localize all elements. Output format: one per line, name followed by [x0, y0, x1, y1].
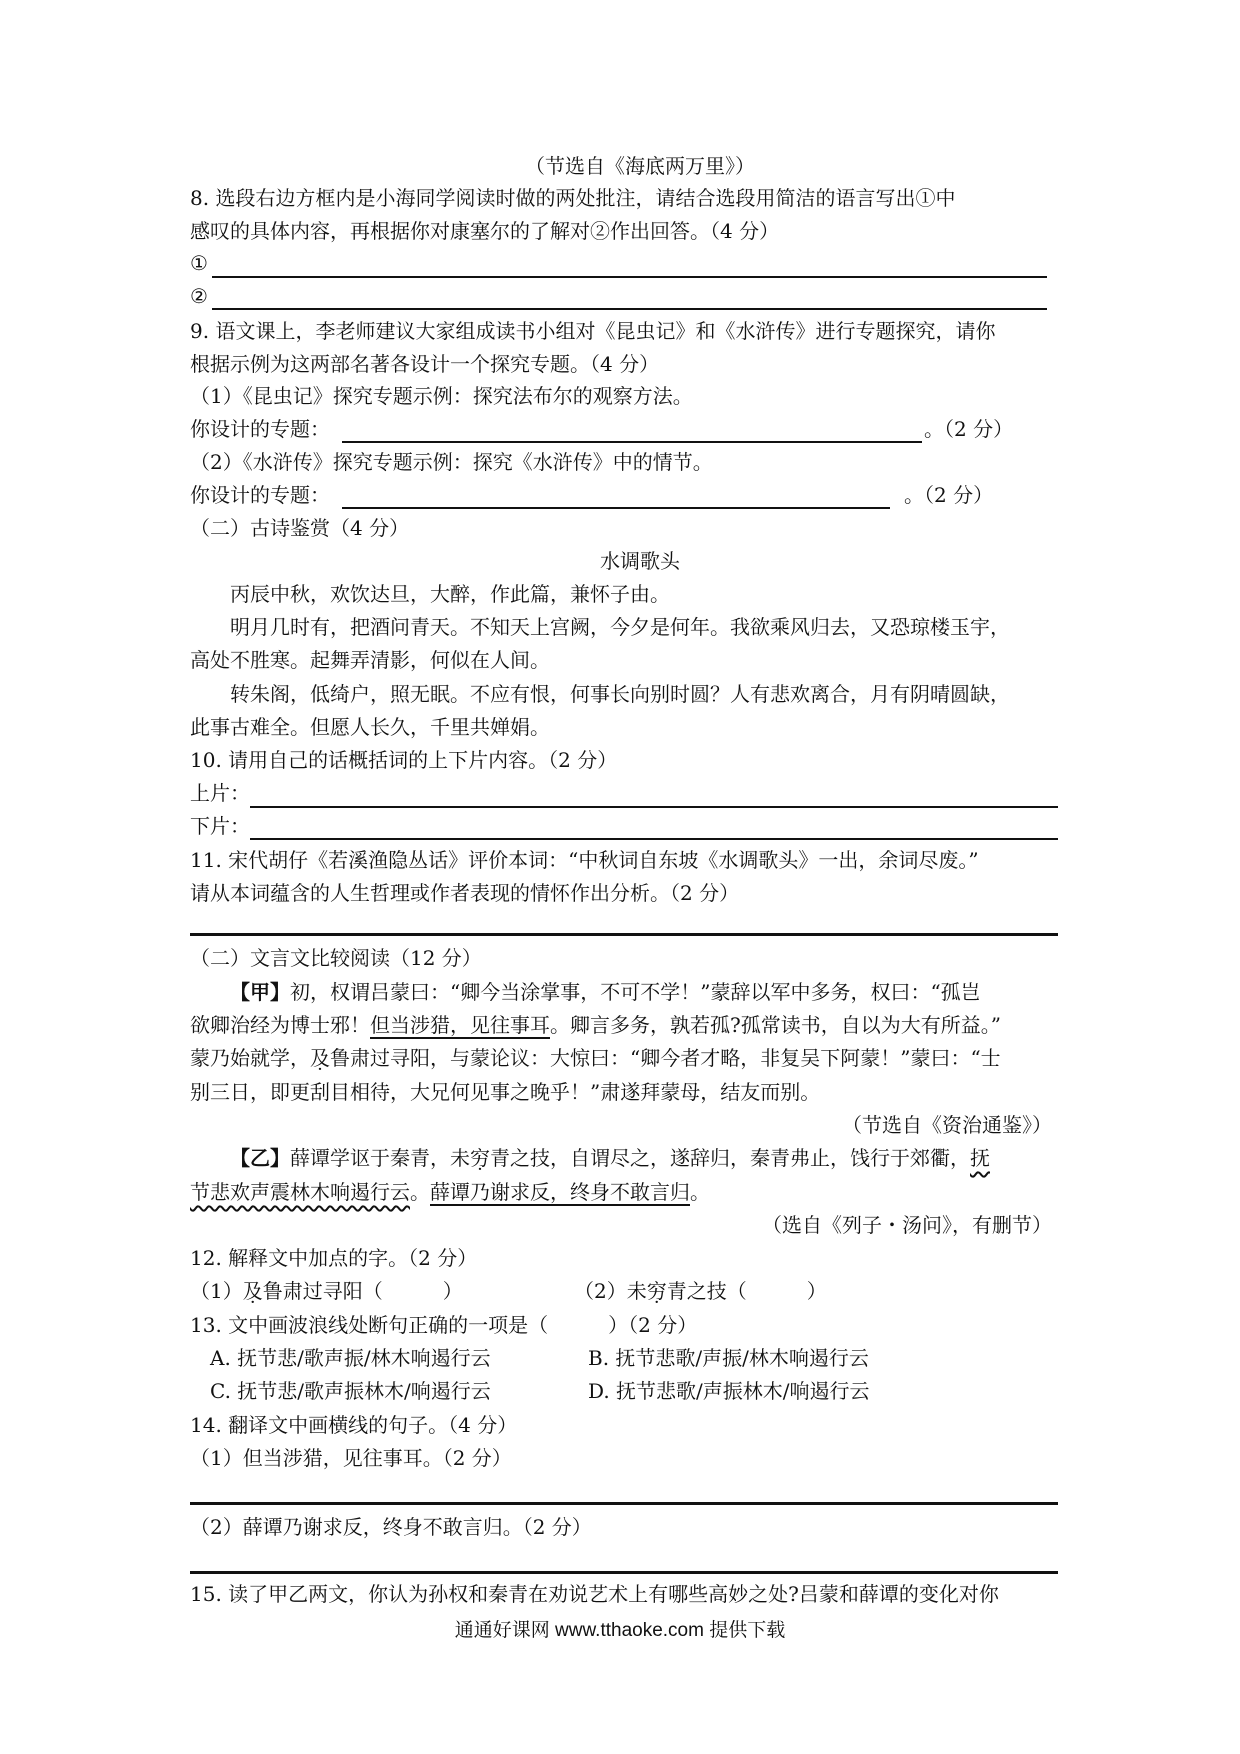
poem-p2b: 此事古难全。但愿人长久，千里共婵娟。	[190, 715, 550, 739]
jia-tag: 【甲】	[230, 980, 290, 1004]
q12-dotted-char-2: 穷	[646, 1279, 667, 1303]
q14-answer-line-2[interactable]	[190, 1571, 1058, 1574]
yi-underlined-sentence: 薛谭乃谢求反，终身不敢言归	[430, 1180, 690, 1204]
jia-dotted-char: 及	[310, 1046, 330, 1070]
q9-answer-line-1[interactable]	[342, 441, 922, 443]
poem-p1a: 明月几时有，把酒问青天。不知天上宫阙，今夕是何年。我欲乘风归去，又恐琼楼玉宇，	[230, 615, 1010, 639]
jia-line1	[230, 978, 981, 1006]
q12-dotted-char-1: 及	[242, 1279, 263, 1303]
q8-answer-line-1[interactable]	[212, 276, 1047, 278]
yi-line1	[230, 1144, 990, 1172]
q13-option-d[interactable]: D. 抚节悲歌/声振林木/响遏行云	[588, 1379, 870, 1403]
q10-upper-label: 上片：	[190, 781, 250, 805]
q14-question: 14. 翻译文中画横线的句子。（4 分）	[190, 1413, 518, 1437]
q10-lower-line[interactable]	[250, 838, 1058, 840]
yi-source: （选自《列子・汤问》，有删节）	[762, 1213, 1052, 1237]
jia-line4: 别三日，即更刮目相待，大兄何见事之晚乎！”肃遂拜蒙母，结友而别。	[190, 1080, 821, 1104]
jia-line2	[190, 1011, 1001, 1039]
poem-preface: 丙辰中秋，欢饮达旦，大醉，作此篇，兼怀子由。	[230, 582, 670, 606]
q8-mark2: ②	[190, 284, 208, 308]
yi-line2	[190, 1178, 710, 1206]
jia-underlined-sentence: 但当涉猎，见往事耳	[370, 1013, 550, 1037]
jia-l3b: 鲁肃过寻阳，与蒙论议：大惊曰：“卿今者才略，非复吴下阿蒙！”蒙曰：“士	[330, 1046, 1001, 1070]
q14-sentence2: （2）薛谭乃谢求反，终身不敢言归。（2 分）	[190, 1515, 592, 1539]
jia-source: （节选自《资治通鉴》）	[842, 1113, 1052, 1137]
q9-design1-label: 你设计的专题：	[190, 417, 330, 441]
q9-score2: 。（2 分）	[904, 483, 994, 507]
q13-option-b[interactable]: B. 抚节悲歌/声振/林木响遏行云	[588, 1346, 869, 1370]
yi-wavy-sentence: 节悲欢声震林木响遏行云	[190, 1180, 410, 1204]
q10-lower-label: 下片：	[190, 814, 250, 838]
q9-score1: 。（2 分）	[924, 417, 1014, 441]
poem-p1b: 高处不胜寒。起舞弄清影，何似在人间。	[190, 648, 550, 672]
q8-mark1: ①	[190, 251, 208, 275]
q9-line2: 根据示例为这两部名著各设计一个探究专题。（4 分）	[190, 352, 660, 376]
yi-l2end: 。	[690, 1180, 710, 1204]
yi-wavy-start: 抚	[970, 1146, 990, 1170]
q14-sentence1: （1）但当涉猎，见往事耳。（2 分）	[190, 1446, 512, 1470]
q9-line1: 9. 语文课上，李老师建议大家组成读书小组对《昆虫记》和《水浒传》进行专题探究，请你	[190, 319, 996, 343]
q13-question: 13. 文中画波浪线处断句正确的一项是（ ）（2 分）	[190, 1313, 698, 1337]
yi-l1a: 薛谭学讴于秦青，未	[290, 1146, 470, 1170]
q8-line1: 8. 选段右边方框内是小海同学阅读时做的两处批注，请结合选段用简洁的语言写出①中	[190, 186, 956, 210]
q10-question: 10. 请用自己的话概括词的上下片内容。（2 分）	[190, 748, 618, 772]
q9-example1: （1）《昆虫记》探究专题示例：探究法布尔的观察方法。	[190, 384, 693, 408]
q9-design2-label: 你设计的专题：	[190, 483, 330, 507]
q12-a1a: （1）	[190, 1279, 243, 1303]
yi-tag: 【乙】	[230, 1146, 290, 1170]
yi-dotted-char: 穷	[470, 1146, 490, 1170]
q13-option-a[interactable]: A. 抚节悲/歌声振/林木响遏行云	[210, 1346, 491, 1370]
q12-question: 12. 解释文中加点的字。（2 分）	[190, 1246, 478, 1270]
jia-l1: 初，权谓吕蒙曰：“卿今当涂掌事，不可不学！”蒙辞以军中多务，权曰：“孤岂	[290, 980, 981, 1004]
q14-answer-line-1[interactable]	[190, 1502, 1058, 1505]
q12-a2b[interactable]: 青之技（ ）	[666, 1279, 827, 1303]
q9-answer-line-2[interactable]	[342, 507, 890, 509]
q13-option-c[interactable]: C. 抚节悲/歌声振林木/响遏行云	[210, 1379, 491, 1403]
q11-line1: 11. 宋代胡仔《若溪渔隐丛话》评价本词：“中秋词自东坡《水调歌头》一出，余词尽废。”	[190, 848, 979, 872]
jia-l3a: 蒙乃始就学，	[190, 1046, 310, 1070]
q12-a1b[interactable]: 鲁肃过寻阳（ ）	[262, 1279, 463, 1303]
yi-l2mid: 。	[410, 1180, 430, 1204]
jia-l2a: 欲卿治经为博士邪！	[190, 1013, 370, 1037]
q10-upper-line[interactable]	[250, 806, 1058, 808]
q12-item1	[190, 1277, 463, 1305]
q11-line2: 请从本词蕴含的人生哲理或作者表现的情怀作出分析。（2 分）	[190, 881, 740, 905]
q8-line2: 感叹的具体内容，再根据你对康塞尔的了解对②作出回答。（4 分）	[190, 219, 780, 243]
q11-answer-line[interactable]	[190, 933, 1058, 936]
yi-l1b: 青之技，自谓尽之，遂辞归，秦青弗止，饯行于郊衢，	[490, 1146, 970, 1170]
source-haidi: （节选自《海底两万里》）	[525, 154, 755, 178]
q12-a2a: （2）未	[574, 1279, 647, 1303]
poem-section-heading: （二）古诗鉴赏（4 分）	[190, 516, 410, 540]
poem-title: 水调歌头	[600, 549, 680, 573]
jia-line3	[190, 1044, 1001, 1072]
jia-l2b: 。卿言多务，孰若孤?孤常读书，自以为大有所益。”	[550, 1013, 1001, 1037]
q9-example2: （2）《水浒传》探究专题示例：探究《水浒传》中的情节。	[190, 450, 713, 474]
q8-answer-line-2[interactable]	[212, 308, 1047, 310]
footer-watermark: 通通好课网 www.tthaoke.com 提供下载	[454, 1620, 786, 1641]
classical-section-heading: （二）文言文比较阅读（12 分）	[190, 946, 482, 970]
q15-line1: 15. 读了甲乙两文，你认为孙权和秦青在劝说艺术上有哪些高妙之处?吕蒙和薛谭的变化对你	[190, 1582, 999, 1606]
poem-p2a: 转朱阁，低绮户，照无眠。不应有恨，何事长向别时圆？人有悲欢离合，月有阴晴圆缺，	[230, 682, 1010, 706]
q12-item2	[574, 1277, 827, 1305]
